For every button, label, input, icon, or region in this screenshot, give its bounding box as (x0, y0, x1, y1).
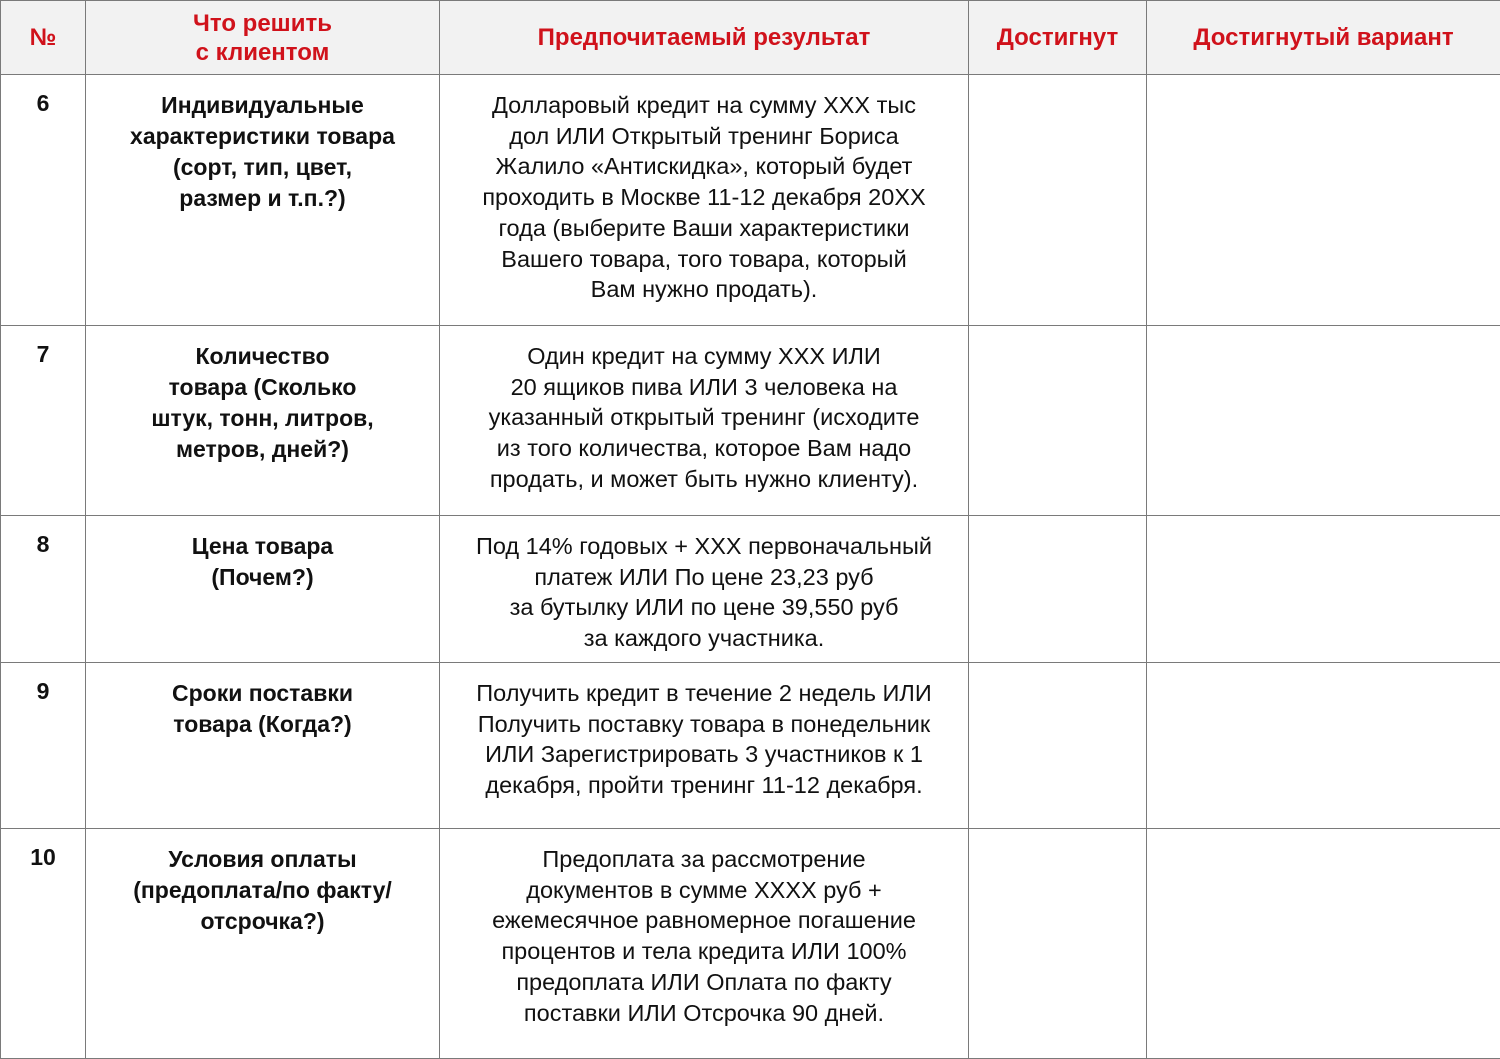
row-topic (86, 663, 440, 829)
row-achieved[interactable] (969, 516, 1147, 663)
row-result (440, 516, 969, 663)
result-line: продать, и может быть нужно клиенту). (440, 464, 968, 495)
topic-line: товара (Сколько (86, 372, 439, 403)
row-result (440, 326, 969, 516)
topic-line: Цена товара (86, 531, 439, 562)
result-line: Предоплата за рассмотрение (440, 844, 968, 875)
row-topic (86, 75, 440, 326)
header-achieved: Достигнут (969, 1, 1147, 75)
result-line: ИЛИ Зарегистрировать 3 участников к 1 (440, 739, 968, 770)
table-row (1, 516, 1500, 663)
header-row (1, 1, 1500, 75)
result-line: Жалило «Антискидка», который будет (440, 151, 968, 182)
row-result (440, 829, 969, 1059)
row-achieved[interactable] (969, 326, 1147, 516)
row-achieved-variant[interactable] (1147, 516, 1500, 663)
topic-line: товара (Когда?) (86, 709, 439, 740)
table-row (1, 326, 1500, 516)
result-line: указанный открытый тренинг (исходите (440, 402, 968, 433)
row-result (440, 663, 969, 829)
result-line: предоплата ИЛИ Оплата по факту (440, 967, 968, 998)
row-result (440, 75, 969, 326)
result-line: Один кредит на сумму ХХХ ИЛИ (440, 341, 968, 372)
result-line: дол ИЛИ Открытый тренинг Бориса (440, 121, 968, 152)
topic-line: Условия оплаты (86, 844, 439, 875)
topic-line: размер и т.п.?) (86, 183, 439, 214)
result-line: Долларовый кредит на сумму ХХХ тыс (440, 90, 968, 121)
row-achieved[interactable] (969, 663, 1147, 829)
row-achieved-variant[interactable] (1147, 326, 1500, 516)
row-achieved[interactable] (969, 829, 1147, 1059)
result-line: года (выберите Ваши характеристики (440, 213, 968, 244)
result-line: процентов и тела кредита ИЛИ 100% (440, 936, 968, 967)
header-what-line: с клиентом (86, 38, 439, 67)
table-row (1, 829, 1500, 1059)
topic-line: метров, дней?) (86, 434, 439, 465)
row-num: 8 (1, 516, 86, 663)
result-line: проходить в Москве 11-12 декабря 20ХХ (440, 182, 968, 213)
topic-line: (Почем?) (86, 562, 439, 593)
result-line: Получить кредит в течение 2 недель ИЛИ (440, 678, 968, 709)
row-achieved[interactable] (969, 75, 1147, 326)
table-row (1, 663, 1500, 829)
header-preferred: Предпочитаемый результат (440, 1, 969, 75)
row-achieved-variant[interactable] (1147, 75, 1500, 326)
row-achieved-variant[interactable] (1147, 829, 1500, 1059)
header-achieved-variant: Достигнутый вариант (1147, 1, 1500, 75)
row-topic (86, 326, 440, 516)
result-line: 20 ящиков пива ИЛИ 3 человека на (440, 372, 968, 403)
row-num: 9 (1, 663, 86, 829)
row-num: 10 (1, 829, 86, 1059)
header-what-line: Что решить (86, 9, 439, 38)
topic-line: (сорт, тип, цвет, (86, 152, 439, 183)
result-line: декабря, пройти тренинг 11-12 декабря. (440, 770, 968, 801)
topic-line: Сроки поставки (86, 678, 439, 709)
topic-line: штук, тонн, литров, (86, 403, 439, 434)
result-line: ежемесячное равномерное погашение (440, 905, 968, 936)
result-line: за бутылку ИЛИ по цене 39,550 руб (440, 592, 968, 623)
topic-line: характеристики товара (86, 121, 439, 152)
topic-line: (предоплата/по факту/ (86, 875, 439, 906)
result-line: Вам нужно продать). (440, 274, 968, 305)
table-row (1, 75, 1500, 326)
result-line: Получить поставку товара в понедельник (440, 709, 968, 740)
row-topic (86, 829, 440, 1059)
topic-line: Индивидуальные (86, 90, 439, 121)
row-topic (86, 516, 440, 663)
header-what (86, 1, 440, 75)
row-num: 7 (1, 326, 86, 516)
result-line: Под 14% годовых + ХХХ первоначальный (440, 531, 968, 562)
result-line: за каждого участника. (440, 623, 968, 654)
row-num: 6 (1, 75, 86, 326)
result-line: из того количества, которое Вам надо (440, 433, 968, 464)
header-num: № (1, 1, 86, 75)
result-line: документов в сумме ХХХХ руб + (440, 875, 968, 906)
result-line: Вашего товара, того товара, который (440, 244, 968, 275)
topic-line: отсрочка?) (86, 906, 439, 937)
topic-line: Количество (86, 341, 439, 372)
result-line: платеж ИЛИ По цене 23,23 руб (440, 562, 968, 593)
row-achieved-variant[interactable] (1147, 663, 1500, 829)
result-line: поставки ИЛИ Отсрочка 90 дней. (440, 998, 968, 1029)
